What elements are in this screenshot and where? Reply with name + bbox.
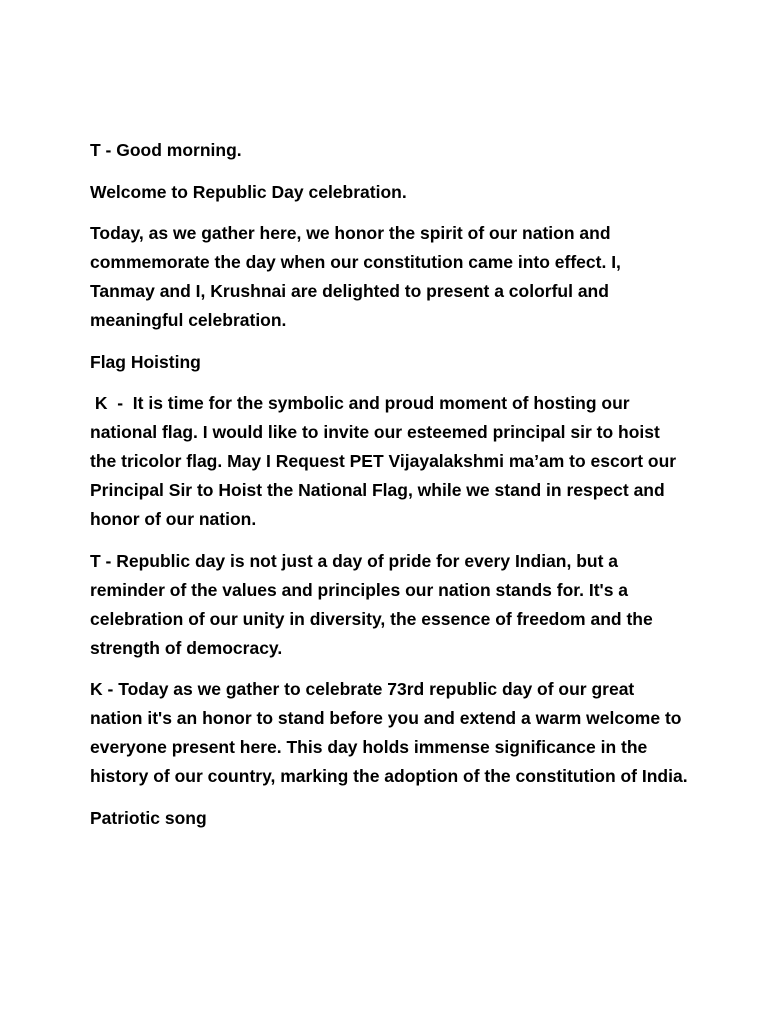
section-heading-flag-hoisting: Flag Hoisting bbox=[90, 351, 201, 372]
celebration-paragraph: K - Today as we gather to celebrate 73rd republic day of our great nation it's an honor to stand before you and extend a warm welcome to everyone present here. This day holds immense significance in the history of our country, marking the adoption of the constitution of India. bbox=[90, 679, 688, 786]
document-body bbox=[90, 136, 690, 845]
republic-day-paragraph: T - Republic day is not just a day of pride for every Indian, but a reminder of the values and principles our nation stands for. It's a celebration of our unity in diversity, the essence of freedom and the strength of democracy. bbox=[90, 550, 658, 658]
greeting-line: T - Good morning. bbox=[90, 140, 242, 160]
section-heading-patriotic-song: Patriotic song bbox=[90, 807, 207, 828]
flag-hoisting-paragraph: K - It is time for the symbolic and proud moment of hosting our national flag. I would like to invite our esteemed principal sir to hoist the tricolor flag. May I Request PET Vijayalakshmi ma’am to escort our Principal Sir to Hoist the National Flag, while we stand in respect and honor of our nation. bbox=[90, 393, 681, 529]
welcome-line: Welcome to Republic Day celebration. bbox=[90, 181, 407, 202]
intro-paragraph: Today, as we gather here, we honor the spirit of our nation and commemorate the day when our constitution came into effect. I, Tanmay and I, Krushnai are delighted to present a colorful and meaningful celebration. bbox=[90, 223, 626, 330]
